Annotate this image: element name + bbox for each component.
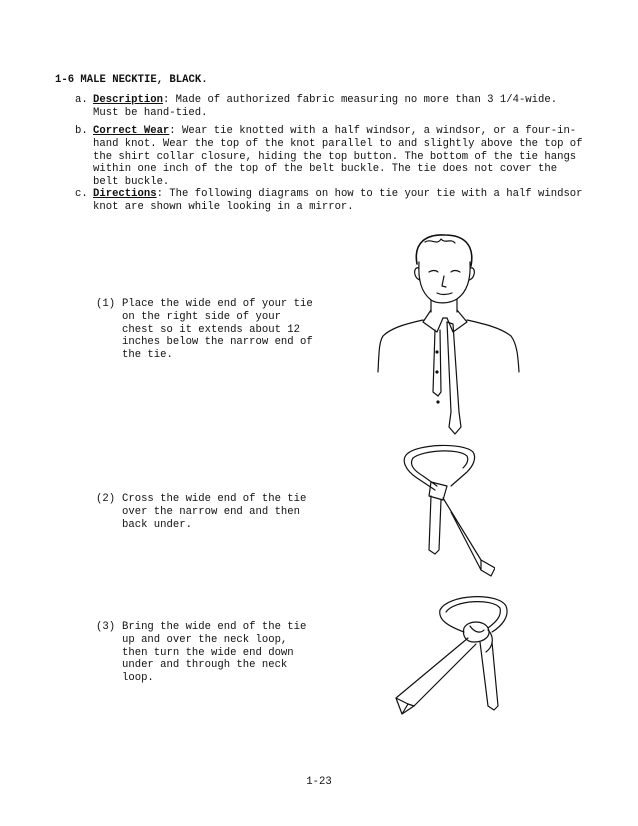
item-label: c. (75, 188, 88, 200)
figure-tie-through-loop (388, 590, 513, 720)
page-number: 1-23 (306, 776, 332, 788)
step-number: (2) (96, 493, 116, 505)
item-directions (75, 188, 585, 213)
item-text: : Made of authorized fabric measuring no more than 3 1/4-wide. Must be hand-tied. (93, 94, 558, 119)
step-text: Cross the wide end of the tie over the narrow end and then back under. (122, 493, 307, 531)
step-text: Place the wide end of your tie on the right side of your chest so it extends about 12 inches below the narrow end of the tie. (122, 298, 313, 362)
item-label: b. (75, 125, 88, 137)
item-correct-wear (75, 125, 585, 189)
item-term: Directions (93, 188, 157, 200)
item-term: Description (93, 94, 163, 106)
step-number: (3) (96, 621, 116, 633)
figure-man-with-tie (375, 232, 525, 437)
section-title: 1-6 MALE NECKTIE, BLACK. (55, 74, 208, 86)
item-text: : Wear tie knotted with a half windsor, a windsor, or a four-in- hand knot. Wear the top of the knot parallel to and slightly above the top of the shirt collar closure, hiding the top button. The bottom of the tie hangs within one inch of the top of the belt buckle. The tie does not cover the belt buckle. (93, 125, 583, 189)
item-term: Correct Wear (93, 125, 170, 137)
step-number: (1) (96, 298, 116, 310)
figure-tie-cross (395, 442, 495, 577)
item-text: : The following diagrams on how to tie your tie with a half windsor knot are shown while looking in a mirror. (93, 188, 583, 213)
item-description (75, 94, 585, 119)
item-label: a. (75, 94, 88, 106)
step-text: Bring the wide end of the tie up and over the neck loop, then turn the wide end down under and through the neck loop. (122, 621, 307, 685)
